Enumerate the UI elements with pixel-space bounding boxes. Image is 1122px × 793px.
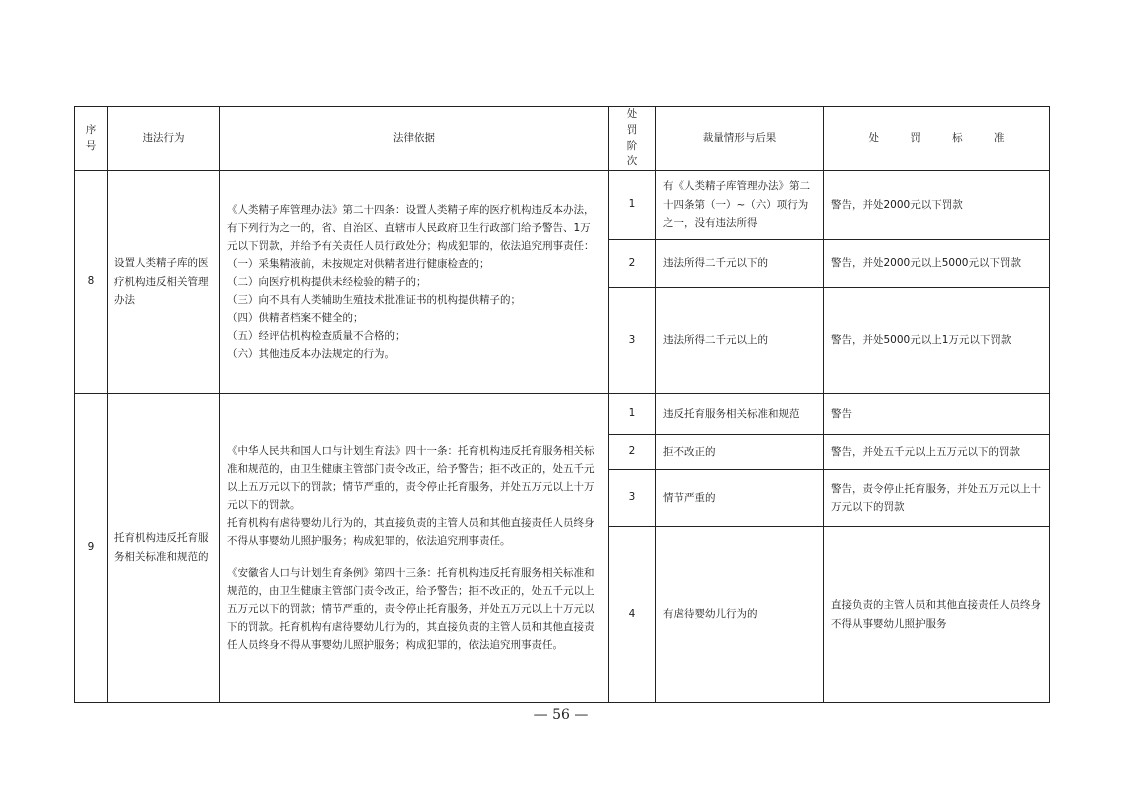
level-circumstance: 违法所得二千元以下的 (656, 240, 824, 288)
row-seq: 9 (75, 394, 108, 703)
level-number: 4 (609, 527, 656, 703)
basis-item: （五）经评估机构检查质量不合格的； (227, 330, 406, 343)
level-number: 3 (609, 470, 656, 527)
level-number: 2 (609, 240, 656, 288)
basis-item: （一）采集精液前，未按规定对供精者进行健康检查的； (227, 257, 490, 270)
header-times: 处罚阶次 (609, 107, 656, 171)
table-header-row (75, 107, 1050, 171)
level-standard: 警告，并处5000元以上1万元以下罚款 (824, 288, 1050, 394)
level-number: 1 (609, 394, 656, 435)
level-number: 2 (609, 435, 656, 470)
basis-item: （六）其他违反本办法规定的行为。 (227, 348, 395, 361)
level-circumstance: 有《人类精子库管理办法》第二十四条第（一）~（六）项行为之一，没有违法所得 (656, 171, 824, 240)
header-basis: 法律依据 (220, 107, 609, 171)
basis-item: （二）向医疗机构提供未经检验的精子的； (227, 275, 427, 288)
level-circumstance: 有虐待婴幼儿行为的 (656, 527, 824, 703)
basis-paragraph: 《中华人民共和国人口与计划生育法》四十一条：托育机构违反托育服务相关标准和规范的，由卫生健康主管部门责令改正，给予警告；拒不改正的，处五千元以上五万元以下的罚款；情节严重的，责令停止托育服务，并处五万元以上十万元以下的罚款。 (227, 444, 595, 511)
level-standard: 警告 (824, 394, 1050, 435)
basis-paragraph: 《安徽省人口与计划生育条例》第四十三条：托育机构违反托育服务相关标准和规范的，由卫生健康主管部门责令改正，给予警告；拒不改正的，处五千元以上五万元以下的罚款；情节严重的，责令停止托育服务，并处五万元以上十万元以下的罚款。托育机构有虐待婴幼儿行为的，其直接负责的主管人员和其他直接责任人员终身不得从事婴幼儿照护服务；构成犯罪的，依法追究刑事责任。 (227, 567, 595, 652)
level-number: 3 (609, 288, 656, 394)
level-number: 1 (609, 171, 656, 240)
level-standard: 警告，并处五千元以上五万元以下的罚款 (824, 435, 1050, 470)
header-offence: 违法行为 (108, 107, 220, 171)
level-circumstance: 违法所得二千元以上的 (656, 288, 824, 394)
row-offence: 设置人类精子库的医疗机构违反相关管理办法 (108, 171, 220, 394)
level-standard: 警告，并处2000元以上5000元以下罚款 (824, 240, 1050, 288)
header-circumstance: 裁量情形与后果 (656, 107, 824, 171)
level-circumstance: 违反托育服务相关标准和规范 (656, 394, 824, 435)
level-standard: 警告，并处2000元以下罚款 (824, 171, 1050, 240)
table-row (75, 394, 1050, 435)
header-standard: 处 罚 标 准 (824, 107, 1050, 171)
penalty-table (74, 106, 1050, 703)
row-offence: 托育机构违反托育服务相关标准和规范的 (108, 394, 220, 703)
basis-paragraph: 《人类精子库管理办法》第二十四条：设置人类精子库的医疗机构违反本办法，有下列行为之一的，省、自治区、直辖市人民政府卫生行政部门给予警告、1万元以下罚款，并给予有关责任人员行政处分；构成犯罪的，依法追究刑事责任： (227, 203, 595, 252)
basis-item: （四）供精者档案不健全的； (227, 312, 364, 325)
basis-item: （三）向不具有人类辅助生殖技术批准证书的机构提供精子的； (227, 294, 521, 307)
basis-paragraph: 托育机构有虐待婴幼儿行为的，其直接负责的主管人员和其他直接责任人员终身不得从事婴幼儿照护服务；构成犯罪的，依法追究刑事责任。 (227, 516, 595, 547)
row-legal-basis (220, 394, 609, 703)
level-circumstance: 拒不改正的 (656, 435, 824, 470)
header-seq: 序号 (75, 107, 108, 171)
page-number: — 56 — (533, 707, 589, 723)
level-standard: 警告，责令停止托育服务，并处五万元以上十万元以下的罚款 (824, 470, 1050, 527)
row-seq: 8 (75, 171, 108, 394)
row-legal-basis (220, 171, 609, 394)
level-standard: 直接负责的主管人员和其他直接责任人员终身不得从事婴幼儿照护服务 (824, 527, 1050, 703)
level-circumstance: 情节严重的 (656, 470, 824, 527)
table-row (75, 171, 1050, 240)
